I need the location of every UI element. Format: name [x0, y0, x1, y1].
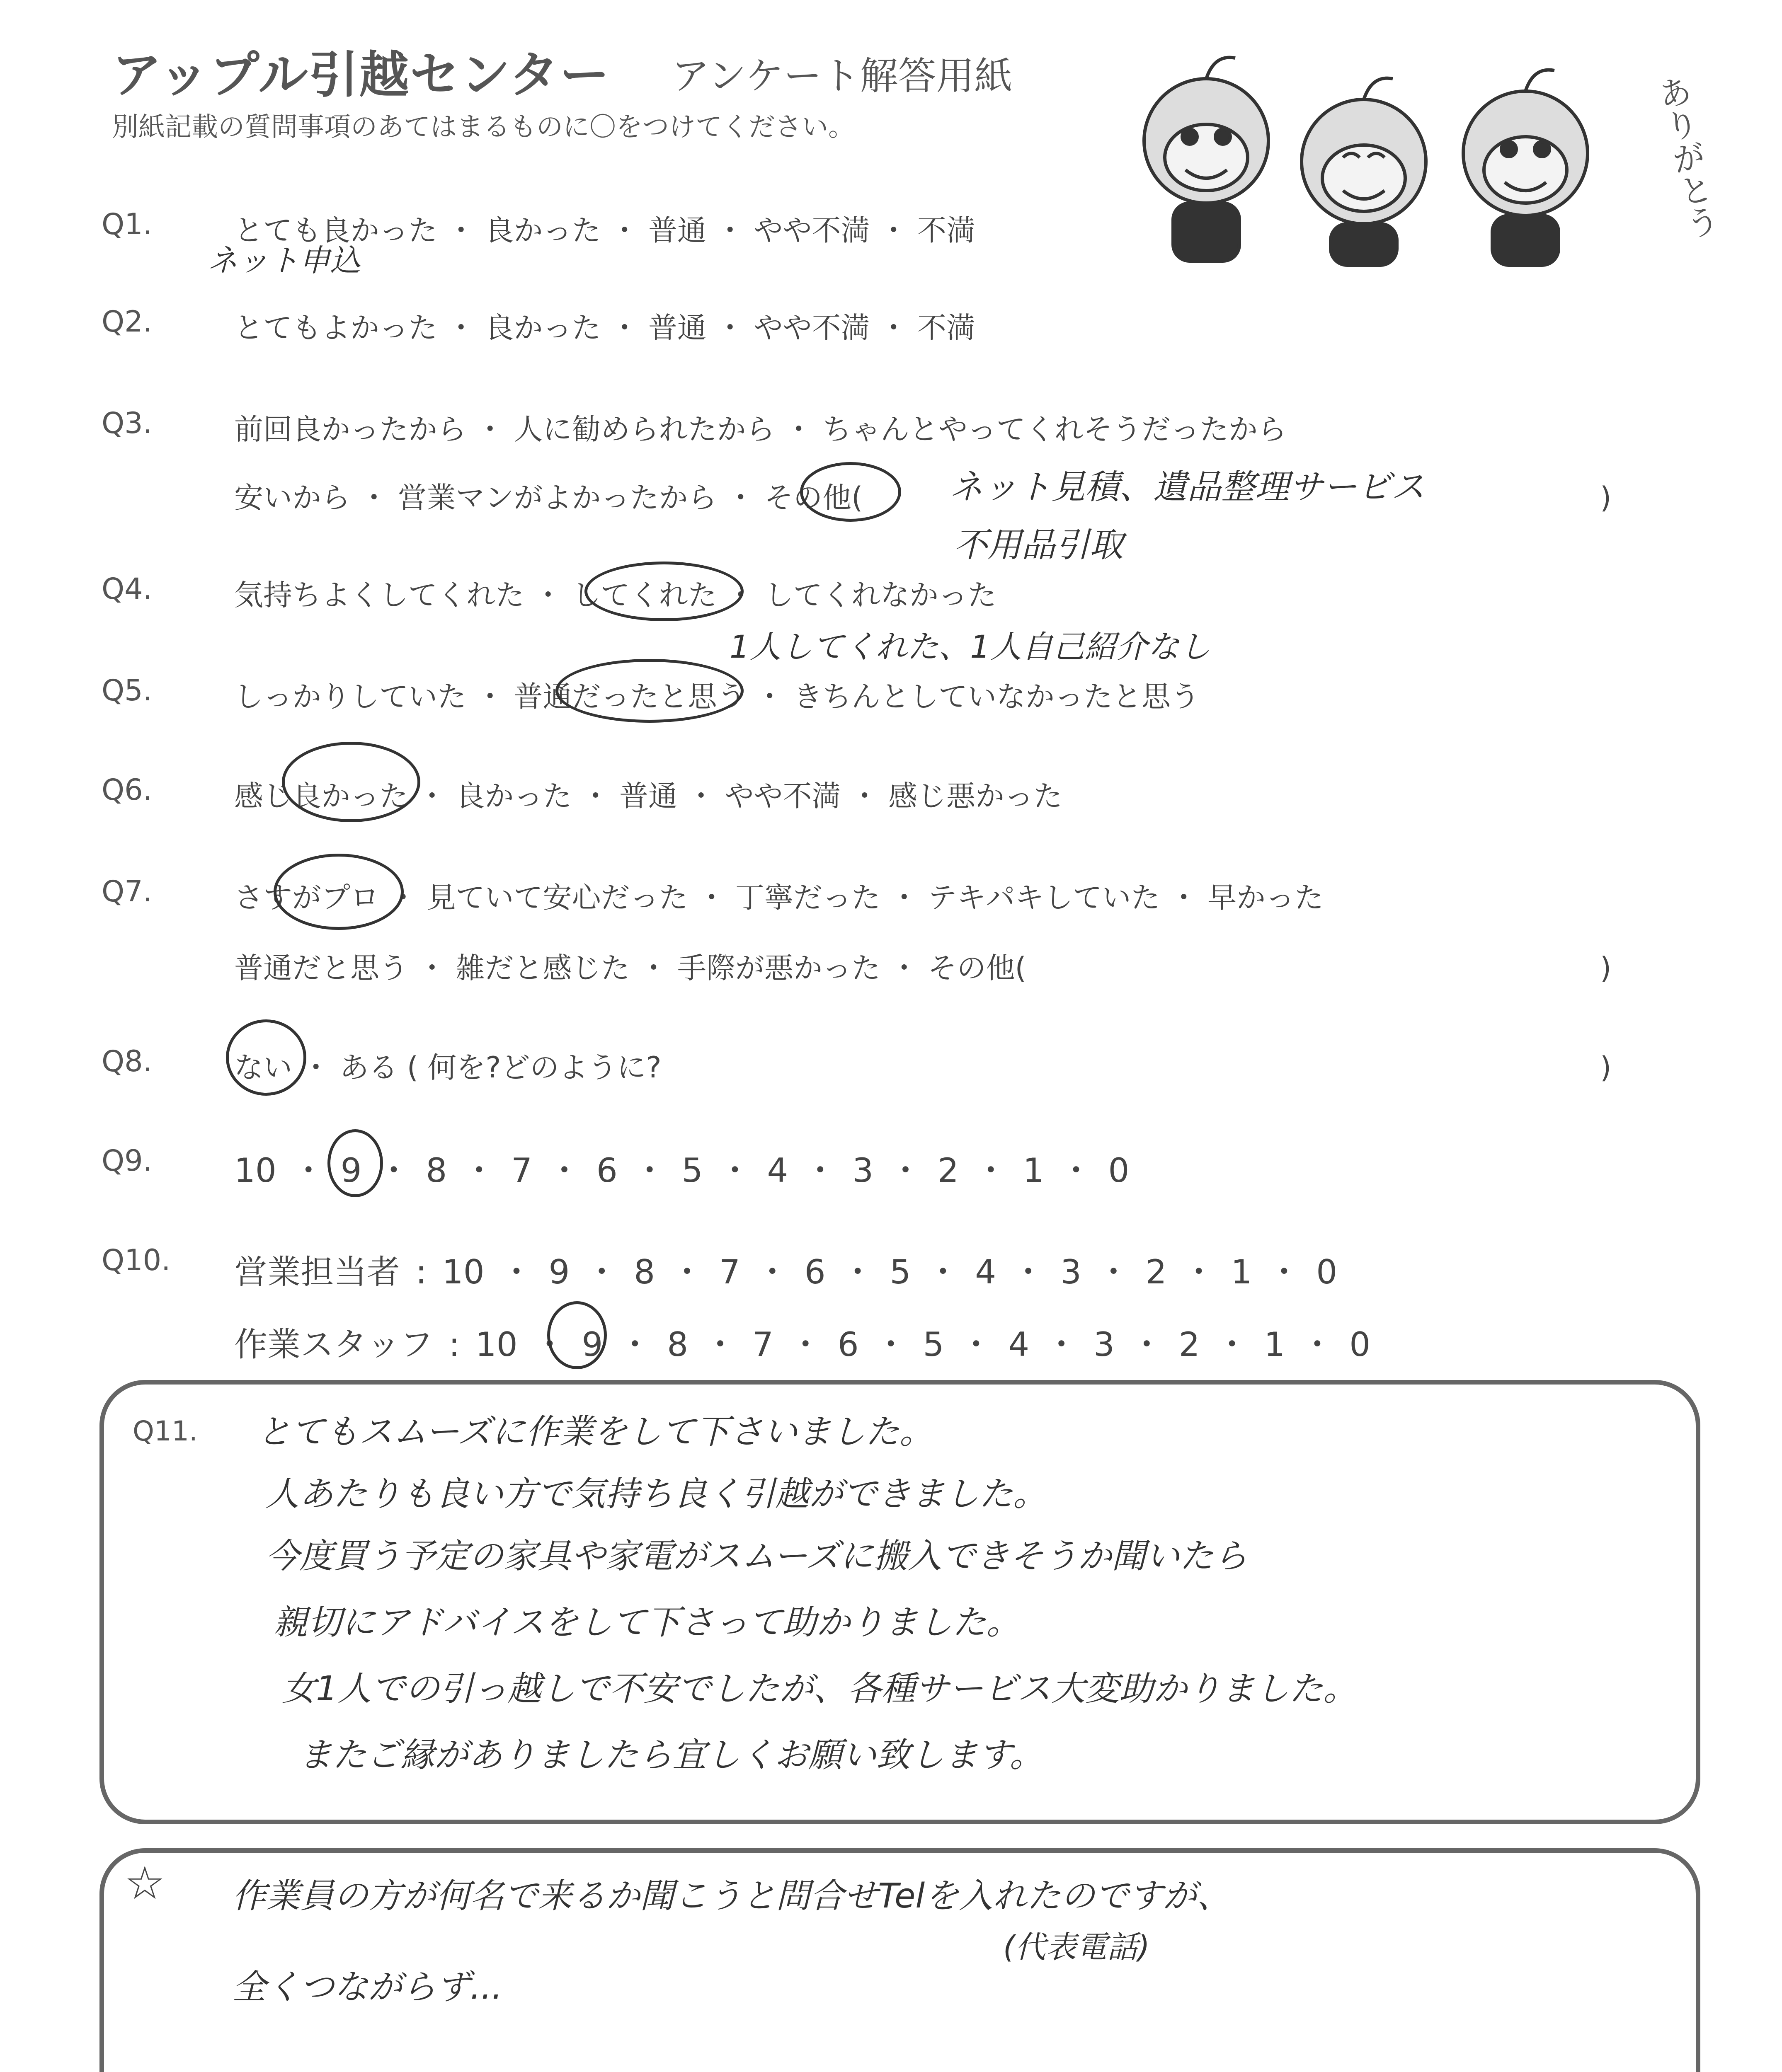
q2-options[interactable]: とてもよかった ・ 良かった ・ 普通 ・ やや不満 ・ 不満 — [234, 311, 976, 345]
q6-options[interactable]: 感じ良かった ・ 良かった ・ 普通 ・ やや不満 ・ 感じ悪かった — [234, 779, 1063, 813]
q4-answer-circle — [584, 562, 744, 621]
q7-options-line1[interactable]: さすがプロ ・ 見ていて安心だった ・ 丁寧だった ・ テキパキしていた ・ 早かった — [234, 881, 1324, 915]
q8-options[interactable]: ない ・ ある ( 何を?どのように? — [234, 1051, 662, 1084]
q1-options[interactable]: とても良かった ・ 良かった ・ 普通 ・ やや不満 ・ 不満 — [234, 213, 976, 247]
star-icon: ☆ — [124, 1857, 165, 1910]
extra-line-1: 作業員の方が何名で来るか聞こうと問合せTelを入れたのですが、 — [232, 1876, 1231, 1916]
q7-answer-circle — [274, 854, 404, 930]
extra-line-2: (代表電話) — [1003, 1929, 1150, 1965]
q4-options[interactable]: 気持ちよくしてくれた ・ してくれた ・ してくれなかった — [234, 578, 997, 612]
q11-label: Q11. — [133, 1415, 198, 1447]
extra-line-3: 全くつながらず... — [232, 1968, 503, 2007]
q8-close-paren: ) — [1600, 1051, 1612, 1084]
q8-answer-circle — [226, 1019, 306, 1096]
q11-line-2: 人あたりも良い方で気持ち良く引越ができました。 — [265, 1474, 1047, 1514]
q4-label: Q4. — [102, 572, 152, 606]
q3-options-line1[interactable]: 前回良かったから ・ 人に勧められたから ・ ちゃんとやってくれそうだったから — [234, 412, 1287, 446]
q3-options-line2[interactable]: 安いから ・ 営業マンがよかったから ・ その他( — [234, 481, 863, 515]
q1-handwritten-note: ネット申込 — [207, 243, 361, 278]
q10-staff-scale[interactable]: 作業スタッフ : 10 ・ 9 ・ 8 ・ 7 ・ 6 ・ 5 ・ 4 ・ 3 ・ 2 ・ 1 ・ 0 — [234, 1325, 1371, 1364]
q1-label: Q1. — [102, 207, 152, 241]
q7-label: Q7. — [102, 874, 152, 908]
form-title: アップル引越センター — [112, 46, 610, 104]
q2-label: Q2. — [102, 305, 152, 339]
q3-label: Q3. — [102, 406, 152, 440]
q9-scale[interactable]: 10 ・ 9 ・ 8 ・ 7 ・ 6 ・ 5 ・ 4 ・ 3 ・ 2 ・ 1 ・ 0 — [234, 1151, 1130, 1190]
q8-label: Q8. — [102, 1044, 152, 1078]
q10-staff-answer-circle — [547, 1301, 607, 1369]
q5-answer-circle — [555, 659, 744, 723]
q7-close-paren: ) — [1600, 951, 1612, 985]
instruction-text: 別紙記載の質問事項のあてはまるものに〇をつけてください。 — [112, 112, 855, 143]
q4-handwritten-note: 1人してくれた、1人自己紹介なし — [730, 628, 1211, 665]
q10-label: Q10. — [102, 1243, 171, 1277]
q6-label: Q6. — [102, 773, 152, 807]
q5-options[interactable]: しっかりしていた ・ 普通だったと思う ・ きちんとしていなかったと思う — [234, 680, 1200, 714]
q11-line-4: 親切にアドバイスをして下さって助かりました。 — [274, 1603, 1021, 1642]
q9-label: Q9. — [102, 1144, 152, 1178]
form-subtitle: アンケート解答用紙 — [672, 54, 1013, 98]
q3-handwritten-other2: 不用品引取 — [953, 525, 1123, 565]
q3-answer-circle — [800, 462, 901, 522]
q3-handwritten-other: ネット見積、遺品整理サービス — [949, 467, 1425, 507]
q11-line-5: 女1人での引っ越しで不安でしたが、各種サービス大変助かりました。 — [282, 1669, 1358, 1709]
mascot-thanks-text: ありがとう — [1650, 72, 1722, 243]
q11-line-6: またご縁がありましたら宜しくお願い致します。 — [298, 1736, 1044, 1775]
q11-line-1: とてもスムーズに作業をして下さいました。 — [257, 1412, 933, 1452]
q7-options-line2[interactable]: 普通だと思う ・ 雑だと感じた ・ 手際が悪かった ・ その他( — [234, 951, 1026, 985]
q5-label: Q5. — [102, 673, 152, 707]
q10-sales-scale[interactable]: 営業担当者 : 10 ・ 9 ・ 8 ・ 7 ・ 6 ・ 5 ・ 4 ・ 3 ・ 2 ・ 1 ・ 0 — [234, 1253, 1338, 1291]
q3-close-paren: ) — [1600, 481, 1612, 515]
q11-line-3: 今度買う予定の家具や家電がスムーズに搬入できそうか聞いたら — [265, 1537, 1248, 1576]
monkey-mascots-icon — [1127, 37, 1691, 269]
q9-answer-circle — [327, 1129, 383, 1197]
q6-answer-circle — [282, 742, 420, 822]
